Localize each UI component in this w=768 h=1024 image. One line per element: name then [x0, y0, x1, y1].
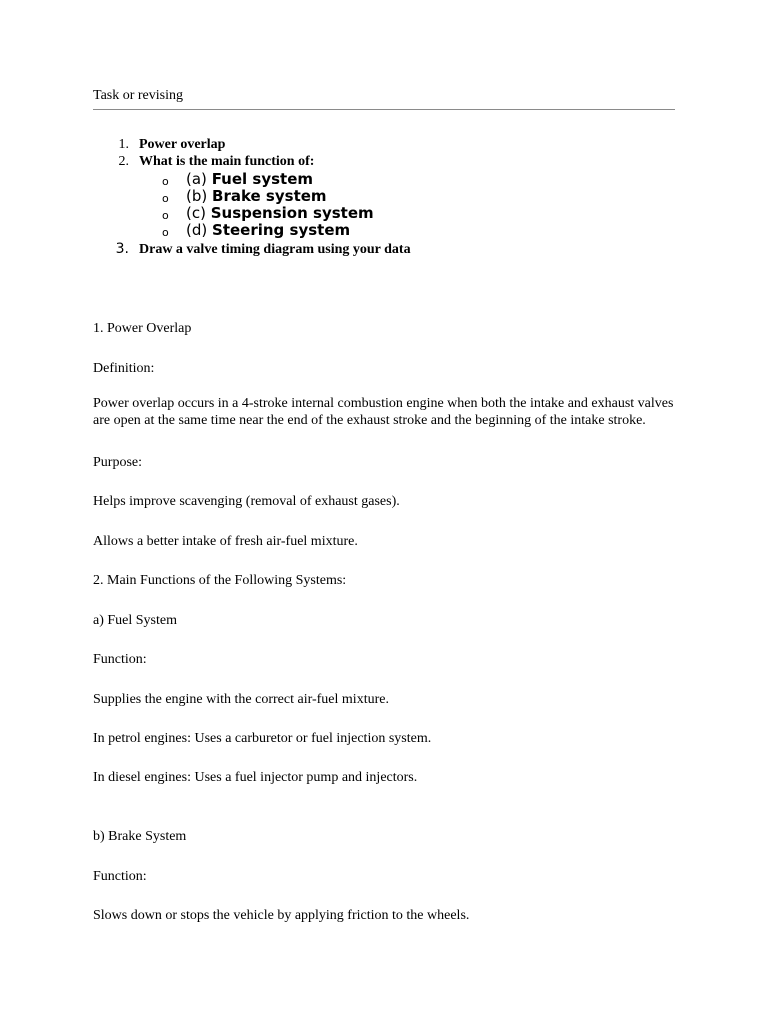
header-divider	[93, 109, 675, 110]
bullet-icon: o	[162, 226, 169, 239]
subheading-brake-system: b) Brake System	[93, 829, 187, 844]
subitem-brake-system	[186, 187, 327, 205]
section-heading-main-functions: 2. Main Functions of the Following Systems:	[93, 573, 347, 588]
task-number-2: 2.	[118, 154, 129, 169]
subitem-steering-system	[186, 221, 350, 239]
subitem-suspension-system	[186, 204, 374, 222]
subitem-letter: (c)	[186, 204, 206, 222]
subitem-letter: (d)	[186, 221, 208, 239]
subitem-letter: (a)	[186, 170, 207, 188]
subheading-fuel-system: a) Fuel System	[93, 613, 177, 628]
task-number-3: 3.	[115, 241, 129, 257]
task-number-1: 1.	[118, 137, 129, 152]
subitem-fuel-system	[186, 170, 313, 188]
bullet-icon: o	[162, 175, 169, 188]
section-heading-power-overlap: 1. Power Overlap	[93, 321, 192, 336]
subitem-label: Steering system	[212, 221, 351, 239]
purpose-label: Purpose:	[93, 455, 142, 470]
fuel-function-label: Function:	[93, 652, 147, 667]
purpose-point-2: Allows a better intake of fresh air-fuel mixture.	[93, 534, 358, 549]
task-item-1: Power overlap	[139, 137, 226, 152]
fuel-point-1: Supplies the engine with the correct air-fuel mixture.	[93, 692, 389, 707]
subitem-label: Brake system	[212, 187, 327, 205]
task-item-2: What is the main function of:	[139, 154, 315, 169]
task-item-3: Draw a valve timing diagram using your data	[139, 242, 411, 257]
page-header-title: Task or revising	[93, 88, 184, 103]
fuel-point-2: In petrol engines: Uses a carburetor or fuel injection system.	[93, 731, 432, 746]
bullet-icon: o	[162, 209, 169, 222]
purpose-point-1: Helps improve scavenging (removal of exhaust gases).	[93, 494, 400, 509]
subitem-letter: (b)	[186, 187, 208, 205]
definition-text: Power overlap occurs in a 4-stroke internal combustion engine when both the intake and exhaust valves are open at the same time near the end of the exhaust stroke and the beginning of the intake stroke.	[93, 396, 674, 428]
brake-point-1: Slows down or stops the vehicle by applying friction to the wheels.	[93, 908, 470, 923]
subitem-label: Suspension system	[210, 204, 374, 222]
fuel-point-3: In diesel engines: Uses a fuel injector pump and injectors.	[93, 770, 418, 785]
definition-label: Definition:	[93, 361, 155, 376]
subitem-label: Fuel system	[211, 170, 314, 188]
bullet-icon: o	[162, 192, 169, 205]
brake-function-label: Function:	[93, 869, 147, 884]
